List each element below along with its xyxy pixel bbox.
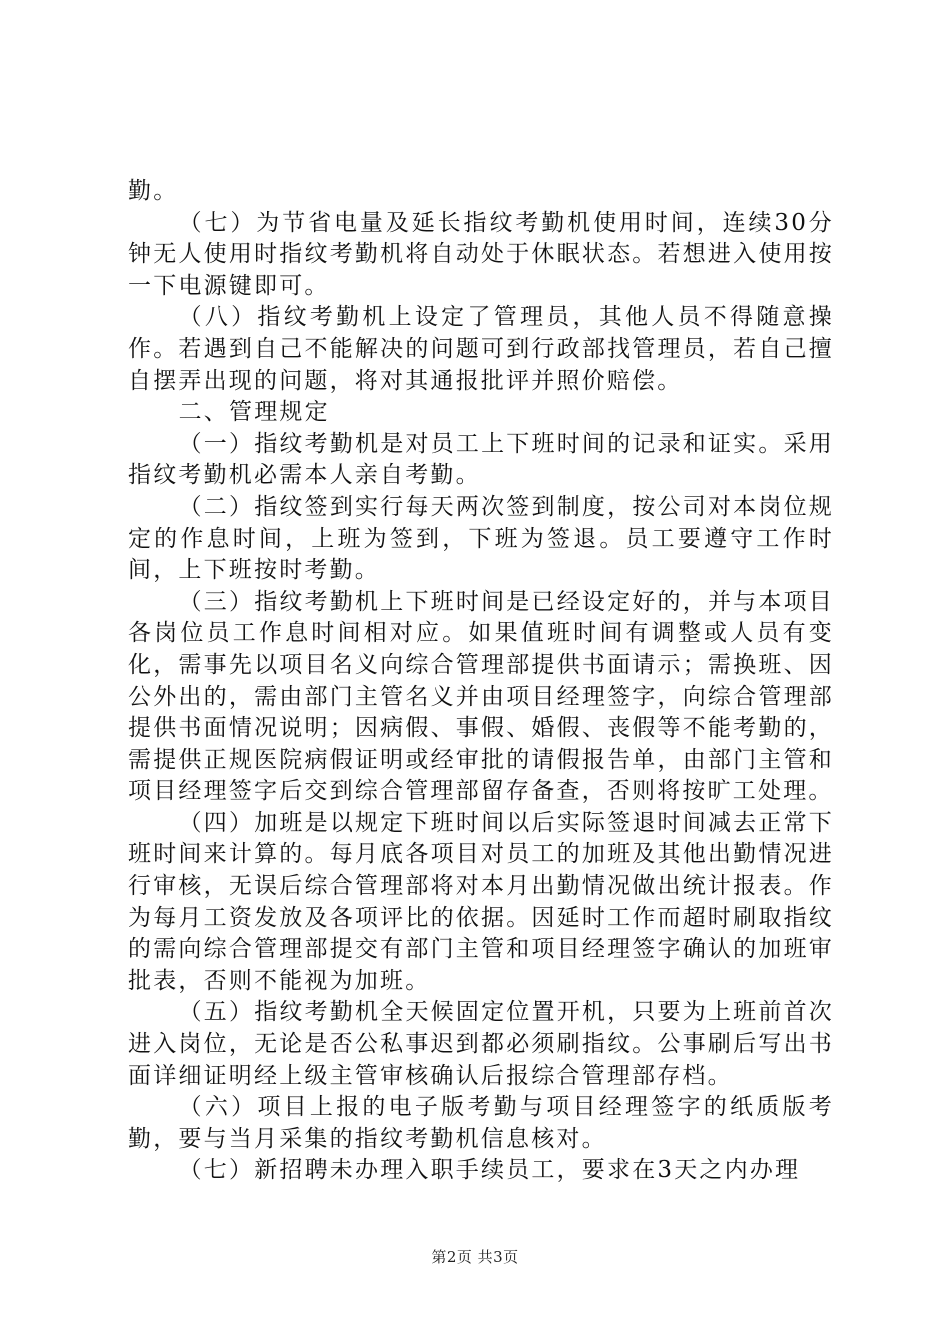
paragraph-rule-6: （六）项目上报的电子版考勤与项目经理签字的纸质版考勤，要与当月采集的指纹考勤机信息核对。	[128, 1094, 834, 1152]
document-body	[128, 176, 834, 1187]
paragraph-continuation: 勤。	[128, 178, 179, 204]
page-footer	[0, 1246, 950, 1267]
paragraph-item-8-administrator: （八）指纹考勤机上设定了管理员，其他人员不得随意操作。若遇到自己不能解决的问题可到行政部找管理员，若自己擅自摆弄出现的问题，将对其通报批评并照价赔偿。	[128, 304, 834, 394]
section-heading-management-rules: 二、管理规定	[178, 399, 330, 426]
paragraph-item-7-power-saving: （七）为节省电量及延长指纹考勤机使用时间，连续30分钟无人使用时指纹考勤机将自动处于休眠状态。若想进入使用按一下电源键即可。	[128, 209, 834, 299]
paragraph-rule-3: （三）指纹考勤机上下班时间是已经设定好的，并与本项目各岗位员工作息时间相对应。如果值班时间有调整或人员有变化，需事先以项目名义向综合管理部提供书面请示；需换班、因公外出的，需由部门主管名义并由项目经理签字，向综合管理部提供书面情况说明；因病假、事假、婚假、丧假等不能考勤的，需提供正规医院病假证明或经审批的请假报告单，由部门主管和项目经理签字后交到综合管理部留存备查，否则将按旷工处理。	[128, 588, 834, 805]
paragraph-rule-2: （二）指纹签到实行每天两次签到制度，按公司对本岗位规定的作息时间，上班为签到，下班为签退。员工要遵守工作时间，上下班按时考勤。	[128, 493, 834, 584]
paragraph-rule-5: （五）指纹考勤机全天候固定位置开机，只要为上班前首次进入岗位，无论是否公私事迟到都必须刷指纹。公事刷后写出书面详细证明经上级主管审核确认后报综合管理部存档。	[128, 999, 834, 1089]
paragraph-rule-1: （一）指纹考勤机是对员工上下班时间的记录和证实。采用指纹考勤机必需本人亲自考勤。	[128, 430, 834, 489]
page-number-label: 第2页 共3页	[431, 1248, 519, 1266]
paragraph-rule-7: （七）新招聘未办理入职手续员工，要求在3天之内办理	[178, 1157, 801, 1184]
paragraph-rule-4: （四）加班是以规定下班时间以后实际签退时间减去正常下班时间来计算的。每月底各项目对员工的加班及其他出勤情况进行审核，无误后综合管理部将对本月出勤情况做出统计报表。作为每月工资发放及各项评比的依据。因延时工作而超时刷取指纹的需向综合管理部提交有部门主管和项目经理签字确认的加班审批表，否则不能视为加班。	[128, 809, 834, 994]
